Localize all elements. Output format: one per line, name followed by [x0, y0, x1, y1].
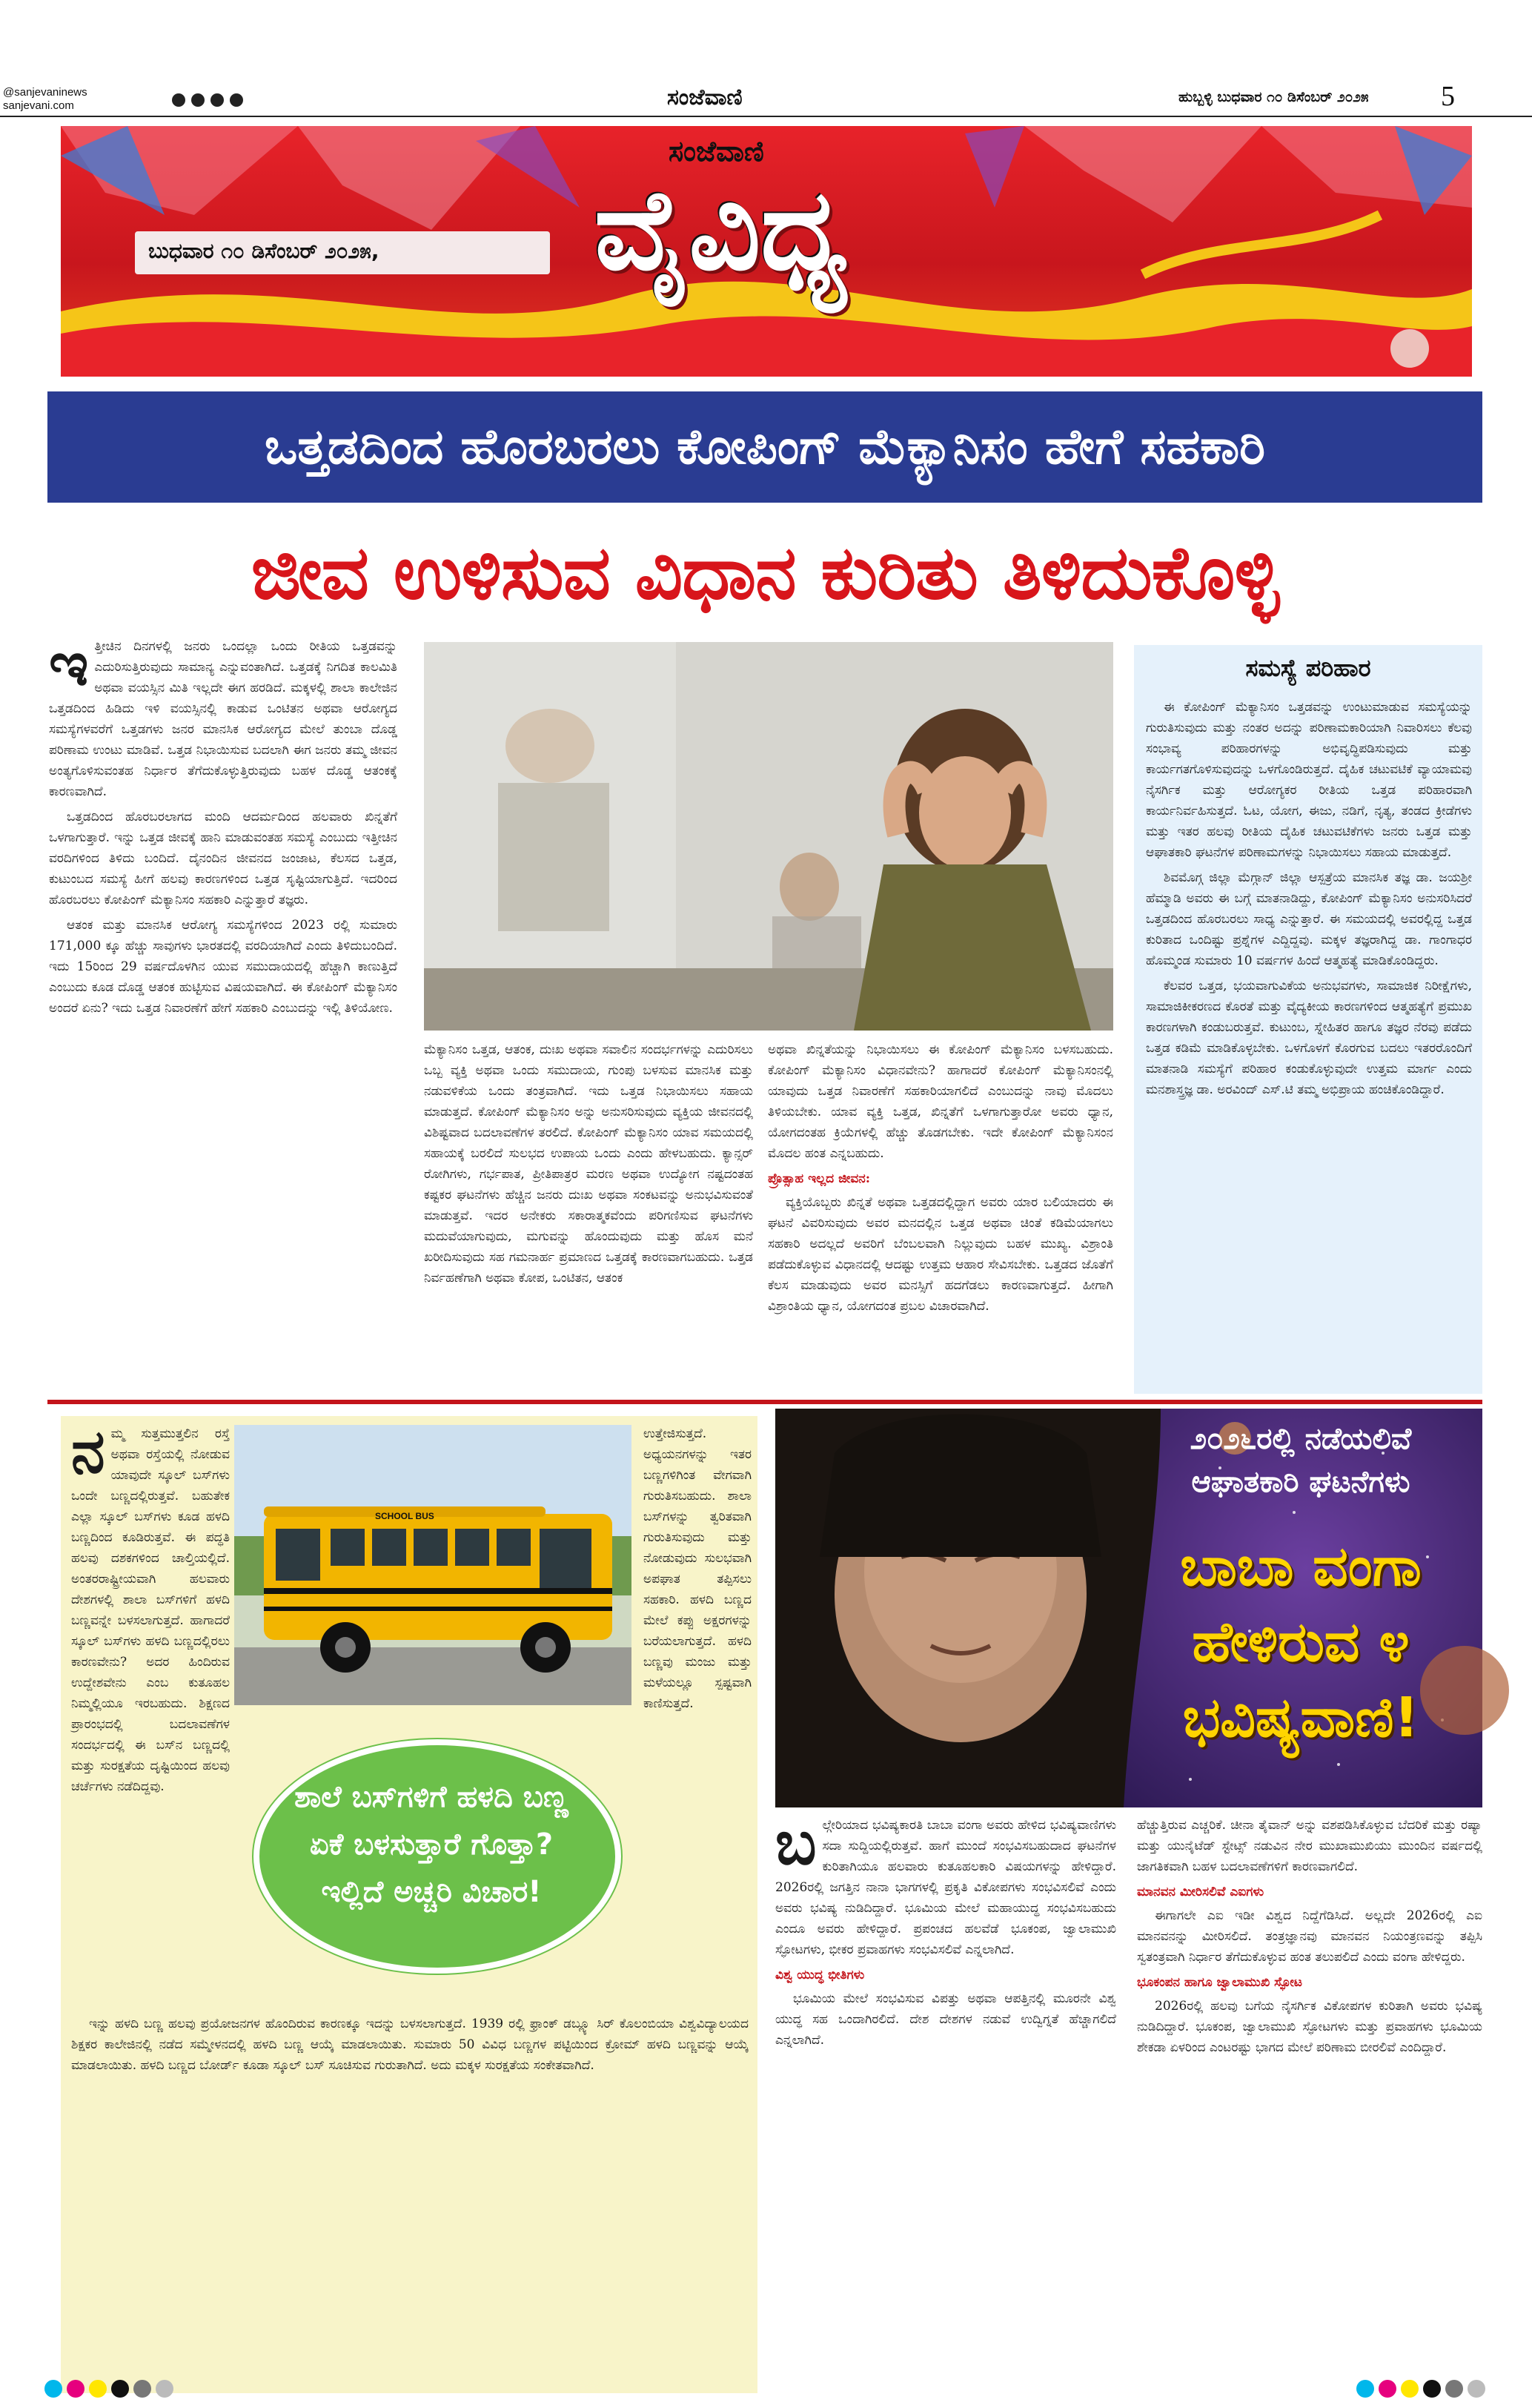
photo-illustration [424, 642, 1113, 1031]
vanga-col1-p2: ಭೂಮಿಯ ಮೇಲೆ ಸಂಭವಿಸುವ ವಿಪತ್ತು ಅಥವಾ ಆಪತ್ತಿನಲ್ಲಿ ಮೂರನೇ ವಿಶ್ವ ಯುದ್ಧ ಸಹ ಒಂದಾಗಿರಲಿದೆ. ದೇಶ ದೇಶಗಳ ನಡುವೆ ಉದ್ವಿಗ್ನತೆ ಹೆಚ್ಚಾಗಲಿದೆ ಎನ್ನಲಾಗಿದೆ. [775, 1991, 1116, 2048]
page-number: 5 [1441, 81, 1455, 112]
section-title: ವೈವಿಧ್ಯ [594, 166, 848, 295]
vanga-col2-p3: 2026ರಲ್ಲಿ ಹಲವು ಬಗೆಯ ನೈಸರ್ಗಿಕ ವಿಕೋಪಗಳ ಕುರಿತಾಗಿ ಅವರು ಭವಿಷ್ಯ ನುಡಿದಿದ್ದಾರೆ. ಭೂಕಂಪ, ಜ್ವಾಲಾಮುಖಿ ಸ್ಫೋಟಗಳು ಮತ್ತು ಪ್ರವಾಹಗಳು ಭೂಮಿಯ ಶೇಕಡಾ ಏಳರಿಂದ ಎಂಟರಷ್ಟು ಭಾಗದ ಮೇಲೆ ಪರಿಣಾಮ ಬೀರಲಿವೆ ಎಂದಿದ್ದಾರೆ. [1137, 1999, 1482, 2055]
vanga-col1-subhead: ವಿಶ್ವ ಯುದ್ಧ ಭೀತಿಗಳು [775, 1968, 865, 1982]
lead-col3-p2: ವ್ಯಕ್ತಿಯೊಬ್ಬರು ಖಿನ್ನತೆ ಅಥವಾ ಒತ್ತಡದಲ್ಲಿದ್ದಾಗ ಅವರು ಯಾರ ಬಲಿಯಾದರು ಈ ಘಟನೆ ವಿವರಿಸುವುದು ಅವರ ಮನದಲ್ಲಿನ ಒತ್ತಡ ಅಥವಾ ಚಿಂತೆ ಕಡಿಮೆಯಾಗಲು ಸಹಕಾರಿ ಅದಲ್ಲದೆ ಅವರಿಗೆ ಬೆಂಬಲವಾಗಿ ನಿಲ್ಲುವುದು ಬಹಳ ಮುಖ್ಯ. ವಿಶ್ರಾಂತಿ ಪಡೆದುಕೊಳ್ಳುವ ವಿಧಾನದಲ್ಲಿ ಆದಷ್ಟು ಉತ್ತಮ ಆಹಾರ ಸೇವಿಸಬೇಕು. ಒತ್ತಡದ ಜೊತೆಗೆ ಕೆಲಸ ಮಾಡುವುದು ಅವರ ಮನಸ್ಸಿಗೆ ಹದಗೆಡಲು ಕಾರಣವಾಗುತ್ತದೆ. ಹೀಗಾಗಿ ವಿಶ್ರಾಂತಿಯ ಧ್ಯಾನ, ಯೋಗದಂತ ಪ್ರಬಲ ವಿಚಾರವಾಗಿದೆ. [768, 1195, 1113, 1314]
registration-swatch [1379, 2380, 1396, 2398]
social-handle: @sanjevaninews [3, 86, 87, 99]
sidebar-p1: ಈ ಕೋಪಿಂಗ್ ಮೆಕ್ಯಾನಿಸಂ ಒತ್ತಡವನ್ನು ಉಂಟುಮಾಡುವ ಸಮಸ್ಯೆಯನ್ನು ಗುರುತಿಸುವುದು ಮತ್ತು ನಂತರ ಅದನ್ನು ಪರಿಣಾಮಕಾರಿಯಾಗಿ ನಿವಾರಿಸಲು ಕೆಲವು ಸಂಭಾವ್ಯ ಪರಿಹಾರಗಳನ್ನು ಅಭಿವೃದ್ಧಿಪಡಿಸುವುದು ಮತ್ತು ಕಾರ್ಯಗತಗೊಳಿಸುವುದನ್ನು ಒಳಗೊಂಡಿರುತ್ತದೆ. ದೈಹಿಕ ಚಟುವಟಿಕೆ ವ್ಯಾಯಾಮವು ನೈಸರ್ಗಿಕ ಮತ್ತು ಆರೋಗ್ಯಕರ ರೀತಿಯ ಒತ್ತಡ ಪರಿಹಾರವಾಗಿ ಕಾರ್ಯನಿರ್ವಹಿಸುತ್ತದೆ. ಓಟ, ಯೋಗ, ಈಜು, ನಡಿಗೆ, ನೃತ್ಯ, ತಂಡದ ಕ್ರೀಡೆಗಳು ಮತ್ತು ಇತರ ಹಲವು ರೀತಿಯ ದೈಹಿಕ ಚಟುವಟಿಕೆಗಳು ಜನರು ಒತ್ತಡ ಮತ್ತು ಆಘಾತಕಾರಿ ಘಟನೆಗಳ ಪರಿಣಾಮಗಳನ್ನು ನಿಭಾಯಿಸಲು ಸಹಾಯ ಮಾಡುತ್ತದೆ. [1146, 700, 1472, 860]
lead-col1-p1: ತ್ತೀಚಿನ ದಿನಗಳಲ್ಲಿ ಜನರು ಒಂದಲ್ಲಾ ಒಂದು ರೀತಿಯ ಒತ್ತಡವನ್ನು ಎದುರಿಸುತ್ತಿರುವುದು ಸಾಮಾನ್ಯ ಎನ್ನುವಂತಾಗಿದೆ. ಒತ್ತಡಕ್ಕೆ ನಿಗದಿತ ಕಾಲಮಿತಿ ಅಥವಾ ವಯಸ್ಸಿನ ಮಿತಿ ಇಲ್ಲದೇ ಈಗ ಹರಡಿದೆ. ಮಕ್ಕಳಲ್ಲಿ ಶಾಲಾ ಕಾಲೇಜಿನ ಒತ್ತಡದಿಂದ ಹಿಡಿದು ಇಳಿ ವಯಸ್ಸಿನಲ್ಲಿ ಕಾಡುವ ಒಂಟಿತನ ಅಥವಾ ಆರೋಗ್ಯದ ಸಮಸ್ಯೆಗಳವರೆಗೆ ಒತ್ತಡಗಳು ಜನರ ಮಾನಸಿಕ ಆರೋಗ್ಯದ ಮೇಲೆ ತುಂಬಾ ದೊಡ್ಡ ಪರಿಣಾಮ ಉಂಟು ಮಾಡಿವೆ. ಒತ್ತಡ ನಿಭಾಯಿಸುವ ಬದಲಾಗಿ ಈಗ ಜನರು ತಮ್ಮ ಜೀವನ ಅಂತ್ಯಗೊಳಿಸುವಂತಹ ನಿರ್ಧಾರ ತೆಗೆದುಕೊಳ್ಳುತ್ತಿರುವುದು ಬಹಳ ದೊಡ್ಡ ಆತಂಕಕ್ಕೆ ಕಾರಣವಾಗಿದೆ. [49, 639, 397, 799]
school-bus-illustration [234, 1425, 631, 1705]
vanga-title-main2: ಹೇಳಿರುವ ೪ [1192, 1610, 1410, 1674]
bus-col3 [71, 2014, 749, 2384]
registration-swatch [1423, 2380, 1441, 2398]
section-banner [61, 126, 1472, 377]
website: sanjevani.com [3, 99, 74, 112]
sidebar-p3: ಕೆಲವರ ಒತ್ತಡ, ಭಯವಾಗುವಿಕೆಯ ಅನುಭವಗಳು, ಸಾಮಾಜಿಕ ನಿರೀಕ್ಷೆಗಳು, ಸಾಮಾಜಿಕೀಕರಣದ ಕೊರತೆ ಮತ್ತು ವೈದ್ಯಕೀಯ ಕಾರಣಗಳಿಂದ ಆತ್ಮಹತ್ಯೆಗೆ ಪ್ರಮುಖ ಕಾರಣಗಳಾಗಿ ಕಂಡುಬರುತ್ತವೆ. ಕುಟುಂಬ, ಸ್ನೇಹಿತರ ಹಾಗೂ ತಜ್ಞರ ನೆರವು ಪಡೆದು ಒತ್ತಡ ಕಡಿಮೆ ಮಾಡಿಕೊಳ್ಳಬೇಕು. ಒಳಗೊಳಗೆ ಕೊರಗುವ ಬದಲು ಇತರರೊಂದಿಗೆ ಮಾತನಾಡಿ ಸಮಸ್ಯೆಗೆ ಪರಿಹಾರ ಕಂಡುಕೊಳ್ಳುವುದೇ ಉತ್ತಮ ಮಾರ್ಗ ಎಂದು ಮನಶಾಸ್ತ್ರಜ್ಞ ಡಾ. ಅರವಿಂದ್ ಎಸ್.ಟಿ ತಮ್ಮ ಅಭಿಪ್ರಾಯ ಹಂಚಿಕೊಂಡಿದ್ದಾರೆ. [1146, 979, 1472, 1097]
bus-col2-p1: ಉತ್ತೇಜಿಸುತ್ತದೆ. ಅಧ್ಯಯನಗಳನ್ನು ಇತರ ಬಣ್ಣಗಳಿಗಿಂತ ವೇಗವಾಗಿ ಗುರುತಿಸಬಹುದು. ಶಾಲಾ ಬಸ್‌ಗಳನ್ನು ತ್ವರಿತವಾಗಿ ಗುರುತಿಸುವುದು ಮತ್ತು ನೋಡುವುದು ಸುಲಭವಾಗಿ ಅಪಘಾತ ತಪ್ಪಿಸಲು ಸಹಕಾರಿ. ಹಳದಿ ಬಣ್ಣದ ಮೇಲೆ ಕಪ್ಪು ಅಕ್ಷರಗಳನ್ನು ಬರೆಯಲಾಗುತ್ತದೆ. ಹಳದಿ ಬಣ್ಣವು ಮಂಜು ಮತ್ತು ಮಳೆಯಲ್ಲೂ ಸ್ಪಷ್ಟವಾಗಿ ಕಾಣಿಸುತ್ತದೆ. [643, 1426, 752, 1711]
registration-marks-left [44, 2378, 193, 2401]
vanga-col2-subhead1: ಮಾನವನ ಮೀರಿಸಲಿವೆ ಎಐಗಳು [1137, 1885, 1264, 1899]
vanga-title-main1: ಬಾಬಾ ವಂಗಾ [1180, 1535, 1422, 1598]
bus-dropcap: ನ [71, 1417, 105, 1487]
section-divider [47, 1400, 1482, 1404]
social-icons [172, 93, 243, 108]
registration-swatch [1401, 2380, 1419, 2398]
bus-bubble-text: ಶಾಲೆ ಬಸ್‌ಗಳಿಗೆ ಹಳದಿ ಬಣ್ಣ ಏಕೆ ಬಳಸುತ್ತಾರೆ ಗೊತ್ತಾ? ಇಲ್ಲಿದೆ ಅಚ್ಚರಿ ವಿಚಾರ! [294, 1780, 568, 1909]
banner-date: ಬುಧವಾರ ೧೦ ಡಿಸೆಂಬರ್ ೨೦೨೫, [148, 239, 379, 263]
headline-top: ಒತ್ತಡದಿಂದ ಹೊರಬರಲು ಕೋಪಿಂಗ್ ಮೆಕ್ಯಾನಿಸಂ ಹೇಗೆ ಸಹಕಾರಿ [264, 418, 1266, 475]
registration-swatch [133, 2380, 151, 2398]
lead-col1 [49, 629, 397, 1392]
lead-dropcap: ಇ [49, 629, 89, 700]
vanga-title-main3: ಭವಿಷ್ಯವಾಣಿ! [1182, 1686, 1419, 1750]
vanga-col1-p1: ಲ್ಗೇರಿಯಾದ ಭವಿಷ್ಯಕಾರತಿ ಬಾಬಾ ವಂಗಾ ಅವರು ಹೇಳಿದ ಭವಿಷ್ಯವಾಣಿಗಳು ಸದಾ ಸುದ್ದಿಯಲ್ಲಿರುತ್ತವೆ. ಹಾಗೆ ಮುಂದೆ ಸಂಭವಿಸಬಹುದಾದ ಘಟನೆಗಳ ಕುರಿತಾಗಿಯೂ ಹಲವಾರು ಕುತೂಹಲಕಾರಿ ವಿಷಯಗಳನ್ನು ಹೇಳಿದ್ದಾರೆ. 2026ರಲ್ಲಿ ಜಗತ್ತಿನ ನಾನಾ ಭಾಗಗಳಲ್ಲಿ ಪ್ರಕೃತಿ ವಿಕೋಪಗಳು ಸಂಭವಿಸಲಿವೆ ಎಂದು ಅವರು ಭವಿಷ್ಯ ನುಡಿದಿದ್ದಾರೆ. ಭೂಮಿಯ ಮೇಲೆ ಮಹಾಯುದ್ಧ ಸಂಭವಿಸಬಹುದು ಎಂದೂ ಅವರು ಹೇಳಿದ್ದಾರೆ. ಪ್ರಪಂಚದ ಹಲವೆಡೆ ಭೂಕಂಪ, ಜ್ವಾಲಾಮುಖಿ ಸ್ಫೋಟಗಳು, ಭೀಕರ ಪ್ರವಾಹಗಳು ಸಂಭವಿಸಲಿವೆ ಎನ್ನಲಾಗಿದೆ. [775, 1818, 1116, 1957]
masthead [0, 0, 1532, 111]
masthead-brand: ಸಂಜೆವಾಣಿ [667, 85, 743, 110]
registration-swatch [89, 2380, 107, 2398]
headline-main: ಜೀವ ಉಳಿಸುವ ವಿಧಾನ ಕುರಿತು ತಿಳಿದುಕೊಳ್ಳಿ [251, 529, 1279, 616]
bus-col3-p1: ಇನ್ನು ಹಳದಿ ಬಣ್ಣ ಹಲವು ಪ್ರಯೋಜನಗಳ ಹೊಂದಿರುವ ಕಾರಣಕ್ಕೂ ಇದನ್ನು ಬಳಸಲಾಗುತ್ತದೆ. 1939 ರಲ್ಲಿ ಫ್ರಾಂಕ್ ಡಬ್ಲ್ಯೂ ಸಿರ್ ಕೊಲಂಬಿಯಾ ವಿಶ್ವವಿದ್ಯಾಲಯದ ಶಿಕ್ಷಕರ ಕಾಲೇಜಿನಲ್ಲಿ ನಡೆದ ಸಮ್ಮೇಳನದಲ್ಲಿ ಹಳದಿ ಬಣ್ಣ ಆಯ್ಕೆ ಮಾಡಲಾಯಿತು. ಸುಮಾರು 50 ವಿವಿಧ ಬಣ್ಣಗಳ ಪಟ್ಟಿಯಿಂದ ಕ್ರೋಮ್ ಹಳದಿ ಬಣ್ಣವನ್ನು ಆಯ್ಕೆ ಮಾಡಲಾಯಿತು. ಹಳದಿ ಬಣ್ಣದ ಬೋರ್ಡ್ ಕೂಡಾ ಸ್ಕೂಲ್ ಬಸ್ ಸೂಚಿಸುವ ಗುರುತಾಗಿದೆ. ಅದು ಮಕ್ಕಳ ಸುರಕ್ಷತೆಯ ಸಂಕೇತವಾಗಿದೆ. [71, 2017, 749, 2073]
bus-col1 [71, 1417, 230, 1794]
registration-marks-right [1356, 2378, 1505, 2401]
sidebar-title: ಸಮಸ್ಯೆ ಪರಿಹಾರ [1245, 654, 1371, 682]
sidebar-text [1146, 697, 1472, 1386]
vanga-col2-p2: ಈಗಾಗಲೇ ಎಐ ಇಡೀ ವಿಶ್ವದ ನಿದ್ದೆಗೆಡಿಸಿದೆ. ಅಲ್ಲದೇ 2026ರಲ್ಲಿ ಎಐ ಮಾನವನನ್ನು ಮೀರಿಸಲಿದೆ. ತಂತ್ರಜ್ಞಾನವು ಮಾನವನ ನಿಯಂತ್ರಣವನ್ನು ತಪ್ಪಿಸಿ ಸ್ವತಂತ್ರವಾಗಿ ನಿರ್ಧಾರ ತೆಗೆದುಕೊಳ್ಳುವ ಹಂತ ತಲುಪಲಿದೆ ಎಂದು ವಂಗಾ ಹೇಳಿದ್ದರು. [1137, 1908, 1482, 1965]
registration-swatch [1356, 2380, 1374, 2398]
vanga-title-line2: ಆಘಾತಕಾರಿ ಘಟನೆಗಳು [1191, 1465, 1410, 1499]
masthead-date: ಹುಬ್ಬಳ್ಳಿ ಬುಧವಾರ ೧೦ ಡಿಸೆಂಬರ್ ೨೦೨೫ [1178, 89, 1369, 105]
vanga-title-year: ೨೦೨೬ರಲ್ಲಿ ನಡೆಯಲಿವೆ [1190, 1422, 1412, 1456]
youtube-icon [230, 93, 243, 107]
lead-col3-p1: ಅಥವಾ ಖಿನ್ನತೆಯನ್ನು ನಿಭಾಯಿಸಲು ಈ ಕೋಪಿಂಗ್ ಮೆಕ್ಯಾನಿಸಂ ಬಳಸಬಹುದು. ಕೋಪಿಂಗ್ ಮೆಕ್ಯಾನಿಸಂ ವಿಧಾನವೇನು? ಹಾಗಾದರೆ ಕೋಪಿಂಗ್ ಮೆಕ್ಯಾನಿಸಂನಲ್ಲಿ ಯಾವುದು ಒತ್ತಡ ನಿವಾರಣೆಗೆ ಸಹಕಾರಿಯಾಗಲಿದೆ ಎಂಬುದನ್ನು ನಾವು ಮೊದಲು ತಿಳಿಯಬೇಕು. ಯಾವ ವ್ಯಕ್ತಿ ಒತ್ತಡ, ಖಿನ್ನತೆಗೆ ಒಳಗಾಗುತ್ತಾರೋ ಅವರು ಧ್ಯಾನ, ಯೋಗದಂತಹ ಕ್ರಿಯೆಗಳಲ್ಲಿ ಹೆಚ್ಚು ತೊಡಗಬೇಕು. ಇದೇ ಕೋಪಿಂಗ್ ಮೆಕ್ಯಾನಿಸಂನ ಮೊದಲ ಹಂತ ಎನ್ನಬಹುದು. [768, 1042, 1113, 1161]
facebook-icon [172, 93, 185, 107]
registration-swatch [67, 2380, 84, 2398]
lead-col2-p1: ಮೆಕ್ಯಾನಿಸಂ ಒತ್ತಡ, ಆತಂಕ, ದುಃಖ ಅಥವಾ ಸವಾಲಿನ ಸಂದರ್ಭಗಳನ್ನು ಎದುರಿಸಲು ಒಬ್ಬ ವ್ಯಕ್ತಿ ಅಥವಾ ಒಂದು ಸಮುದಾಯ, ಗುಂಪು ಬಳಸುವ ಮಾನಸಿಕ ಮತ್ತು ನಡುವಳಿಕೆಯ ಒಂದು ತಂತ್ರವಾಗಿದೆ. ಇದು ಒತ್ತಡ ನಿಭಾಯಿಸಲು ಸಹಾಯ ಮಾಡುತ್ತದೆ. ಕೋಪಿಂಗ್ ಮೆಕ್ಯಾನಿಸಂ ಅನ್ನು ಅನುಸರಿಸುವುದು ವ್ಯಕ್ತಿಯ ಜೀವನದಲ್ಲಿ ವಿಶಿಷ್ಟವಾದ ಬದಲಾವಣೆಗಳ ತರಲಿದೆ. ಕೋಪಿಂಗ್ ಮೆಕ್ಯಾನಿಸಂ ಯಾವ ಸಮಯದಲ್ಲಿ ಸಹಾಯಕ್ಕೆ ಬರಲಿದೆ ಸುಲಭದ ಉಪಾಯ ಒಂದು ಎಂದು ಹೇಳಬಹುದು. ಕ್ಯಾನ್ಸರ್ ರೋಗಿಗಳು, ಗರ್ಭಪಾತ, ಪ್ರೀತಿಪಾತ್ರರ ಮರಣ ಅಥವಾ ಉದ್ಯೋಗ ನಷ್ಟದಂತಹ ಕಷ್ಟಕರ ಘಟನೆಗಳು ಹೆಚ್ಚಿನ ಜನರು ದುಃಖ ಅಥವಾ ಸಂಕಟವನ್ನು ಅನುಭವಿಸುವಂತೆ ಮಾಡುತ್ತವೆ. ಇದರ ಅನೇಕರು ಸಕಾರಾತ್ಮಕವೆಂದು ಪರಿಗಣಿಸುವ ಘಟನೆಗಳು ಮದುವೆಯಾಗುವುದು, ಮಗುವನ್ನು ಹೊಂದುವುದು ಮತ್ತು ಹೊಸ ಮನೆ ಖರೀದಿಸುವುದು ಸಹ ಗಮನಾರ್ಹ ಪ್ರಮಾಣದ ಒತ್ತಡಕ್ಕೆ ಕಾರಣವಾಗಬಹುದು. ಒತ್ತಡ ನಿರ್ವಹಣೆಗಾಗಿ ಅಥವಾ ಕೋಪ, ಒಂಟಿತನ, ಆತಂಕ [424, 1042, 753, 1286]
vanga-col2-subhead2: ಭೂಕಂಪನ ಹಾಗೂ ಜ್ವಾಲಾಮುಖಿ ಸ್ಫೋಟ [1137, 1975, 1303, 1990]
registration-swatch [44, 2380, 62, 2398]
lead-col2 [424, 1039, 753, 1392]
vanga-col2 [1137, 1815, 1482, 2393]
bus-photo [234, 1425, 631, 1705]
lead-col3 [768, 1039, 1113, 1392]
bus-col2 [643, 1423, 752, 2009]
school-bus-sign: SCHOOL BUS [375, 1511, 434, 1521]
instagram-icon [210, 93, 224, 107]
registration-swatch [1445, 2380, 1463, 2398]
lead-col3-subhead: ಪ್ರೊತ್ಸಾಹ ಇಲ್ಲದ ಜೀವನ: [768, 1171, 871, 1186]
bus-col1-p1: ಮ್ಮ ಸುತ್ತಮುತ್ತಲಿನ ರಸ್ತೆ ಅಥವಾ ರಸ್ತೆಯಲ್ಲಿ ನೋಡುವ ಯಾವುದೇ ಸ್ಕೂಲ್ ಬಸ್‌ಗಳು ಒಂದೇ ಬಣ್ಣದಲ್ಲಿರುತ್ತವೆ. ಬಹುತೇಕ ಎಲ್ಲಾ ಸ್ಕೂಲ್ ಬಸ್‌ಗಳು ಕೂಡ ಹಳದಿ ಬಣ್ಣದಿಂದ ಕೂಡಿರುತ್ತವೆ. ಈ ಪದ್ಧತಿ ಹಲವು ದಶಕಗಳಿಂದ ಚಾಲ್ತಿಯಲ್ಲಿದೆ. ಅಂತರರಾಷ್ಟ್ರೀಯವಾಗಿ ಹಲವಾರು ದೇಶಗಳಲ್ಲಿ ಶಾಲಾ ಬಸ್‌ಗಳಿಗೆ ಹಳದಿ ಬಣ್ಣವನ್ನೇ ಬಳಸಲಾಗುತ್ತದೆ. ಹಾಗಾದರೆ ಸ್ಕೂಲ್ ಬಸ್‌ಗಳು ಹಳದಿ ಬಣ್ಣದಲ್ಲಿರಲು ಕಾರಣವೇನು? ಅದರ ಹಿಂದಿರುವ ಉದ್ದೇಶವೇನು ಎಂಬ ಕುತೂಹಲ ನಿಮ್ಮಲ್ಲಿಯೂ ಇರಬಹುದು. ಶಿಕ್ಷಣದ ಪ್ರಾರಂಭದಲ್ಲಿ ಬದಲಾವಣೆಗಳ ಸಂದರ್ಭದಲ್ಲಿ ಈ ಬಸ್‌ನ ಬಣ್ಣದಲ್ಲಿ ಮತ್ತು ಸುರಕ್ಷತೆಯ ದೃಷ್ಟಿಯಿಂದ ಹಲವು ಚರ್ಚೆಗಳು ನಡೆದಿದ್ದವು. [71, 1426, 230, 1794]
twitter-icon [191, 93, 205, 107]
lead-col1-p3: ಆತಂಕ ಮತ್ತು ಮಾನಸಿಕ ಆರೋಗ್ಯ ಸಮಸ್ಯೆಗಳಿಂದ 2023 ರಲ್ಲಿ ಸುಮಾರು 171,000 ಕ್ಕೂ ಹೆಚ್ಚು ಸಾವುಗಳು ಭಾರತದಲ್ಲಿ ವರದಿಯಾಗಿದೆ ಎಂದು ತಿಳಿದುಬಂದಿದೆ. ಇದು 15ರಿಂದ 29 ವರ್ಷದೊಳಗಿನ ಯುವ ಸಮುದಾಯದಲ್ಲಿ ಹೆಚ್ಚಾಗಿ ಕಾಣುತ್ತಿದೆ ಎಂಬುದು ಕೂಡ ದೊಡ್ಡ ಆತಂಕ ಹುಟ್ಟಿಸುವ ವಿಷಯವಾಗಿದೆ. ಈ ಕೋಪಿಂಗ್ ಮೆಕ್ಯಾನಿಸಂ ಅಂದರೆ ಏನು? ಇದು ಒತ್ತಡ ನಿವಾರಣೆಗೆ ಹೇಗೆ ಸಹಕಾರಿ ಎಂಬುದನ್ನು ಇಲ್ಲಿ ತಿಳಿಯೋಣ. [49, 918, 397, 1016]
masthead-rule [0, 116, 1532, 117]
banner-brand: ಸಂಜೆವಾಣಿ [669, 135, 764, 168]
vanga-col1 [775, 1808, 1116, 2393]
lead-photo-stressed-woman [424, 642, 1113, 1031]
vanga-col2-p1: ಹೆಚ್ಚುತ್ತಿರುವ ಎಚ್ಚರಿಕೆ. ಚೀನಾ ತೈವಾನ್ ಅನ್ನು ವಶಪಡಿಸಿಕೊಳ್ಳುವ ಬೆದರಿಕೆ ಮತ್ತು ರಷ್ಯಾ ಮತ್ತು ಯುನೈಟೆಡ್ ಸ್ಟೇಟ್ಸ್ ನಡುವಿನ ನೇರ ಮುಖಾಮುಖಿಯು ಮುಂದಿನ ವರ್ಷದಲ್ಲಿ ಜಾಗತಿಕವಾಗಿ ಬಹಳ ಬದಲಾವಣೆಗಳಿಗೆ ಕಾರಣವಾಗಲಿದೆ. [1137, 1818, 1482, 1874]
lead-col1-p2: ಒತ್ತಡದಿಂದ ಹೊರಬರಲಾಗದ ಮಂದಿ ಆದರ್ಮದಿಂದ ಹಲವಾರು ಖಿನ್ನತೆಗೆ ಒಳಗಾಗುತ್ತಾರೆ. ಇನ್ನು ಒತ್ತಡ ಜೀವಕ್ಕೆ ಹಾನಿ ಮಾಡುವಂತಹ ಸಮಸ್ಯೆ ಎಂಬುದು ಇತ್ತೀಚಿನ ವರದಿಗಳಿಂದ ತಿಳಿದು ಬಂದಿದೆ. ದೈನಂದಿನ ಜೀವನದ ಜಂಜಾಟ, ಕೆಲಸದ ಒತ್ತಡ, ಕುಟುಂಬದ ಸಮಸ್ಯೆ ಹೀಗೆ ಹಲವು ಕಾರಣಗಳಿಂದ ಒತ್ತಡ ಸೃಷ್ಟಿಯಾಗುತ್ತಿದೆ. ಇದರಿಂದ ಹೊರಬರಲು ಕೋಪಿಂಗ್ ಮೆಕ್ಯಾನಿಸಂ ಸಹಕಾರಿ ಎನ್ನುತ್ತಾರೆ ತಜ್ಞರು. [49, 810, 397, 907]
registration-swatch [156, 2380, 173, 2398]
registration-swatch [1468, 2380, 1485, 2398]
vanga-dropcap: ಬ [775, 1808, 817, 1879]
registration-swatch [111, 2380, 129, 2398]
sidebar-p2: ಶಿವಮೊಗ್ಗ ಜಿಲ್ಲಾ ಮೆಗ್ಗಾನ್ ಜಿಲ್ಲಾ ಆಸ್ಪತ್ರೆಯ ಮಾನಸಿಕ ತಜ್ಞ ಡಾ. ಜಯಶ್ರೀ ಹೆಮ್ಮಾಡಿ ಅವರು ಈ ಬಗ್ಗೆ ಮಾತನಾಡಿದ್ದು, ಕೋಪಿಂಗ್ ಮೆಕ್ಯಾನಿಸಂ ಅನುಸರಿಸಿದರೆ ಒತ್ತಡದಿಂದ ಹೊರಬರಲು ಸಾಧ್ಯ ಎನ್ನುತ್ತಾರೆ. ಈ ಸಮಯದಲ್ಲಿ ಅವರಲ್ಲಿದ್ದ ಒತ್ತಡ ಕುರಿತಾದ ಒಂದಿಷ್ಟು ಪ್ರಶ್ನೆಗಳ ಎದ್ದಿದ್ದವು. ಮಕ್ಕಳ ತಜ್ಞರಾಗಿದ್ದ ಡಾ. ಗಾಂಗಾಧರ ಹೊಮ್ಮಂಡ ಸುಮಾರು 10 ವರ್ಷಗಳ ಹಿಂದೆ ಆತ್ಮಹತ್ಯೆ ಮಾಡಿಕೊಂಡಿದ್ದರು. [1146, 870, 1472, 968]
